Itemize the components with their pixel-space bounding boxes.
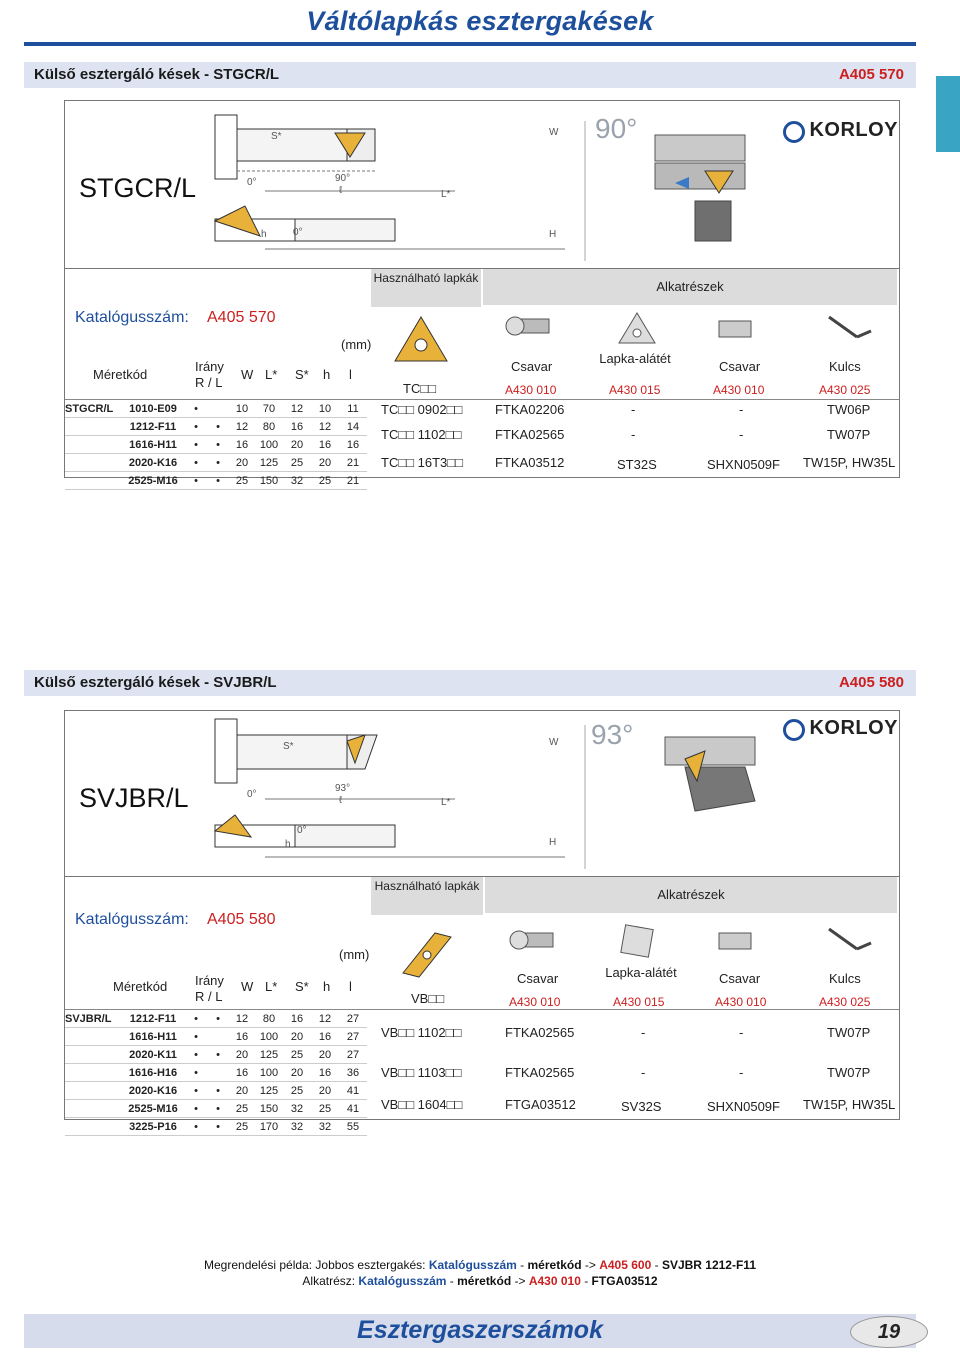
note-text: - xyxy=(516,1258,528,1272)
cell-code: 2525-M16 xyxy=(128,474,178,487)
note-text: - xyxy=(651,1258,662,1272)
cell-ll: 14 xyxy=(346,420,360,433)
col-ll: l xyxy=(349,367,352,382)
insert-vb-icon xyxy=(395,929,459,979)
cell-group xyxy=(65,1118,121,1136)
note-text: -> xyxy=(581,1258,600,1272)
dimension-table xyxy=(65,400,367,490)
cell-h: 16 xyxy=(318,438,332,451)
key-value: TW07P xyxy=(827,1025,871,1040)
col-screw: Csavar xyxy=(517,971,559,986)
shim-value: ST32S xyxy=(617,457,657,472)
insert-row: VB□□ 1604□□ xyxy=(381,1097,463,1112)
cell-W: 16 xyxy=(235,438,249,451)
cell-r: • xyxy=(194,420,198,433)
insert-row: TC□□ 0902□□ xyxy=(381,402,463,417)
cell-group xyxy=(65,1100,121,1118)
col-l: L* xyxy=(265,979,278,994)
key-value: TW06P xyxy=(827,402,871,417)
note-text: A430 010 xyxy=(528,1274,581,1288)
cell-ll: 11 xyxy=(347,402,359,415)
cell-ll: 27 xyxy=(346,1048,360,1061)
cell-code: 2020-K16 xyxy=(128,1084,178,1097)
dim-H: H xyxy=(549,229,557,240)
dim-angle: 90° xyxy=(335,173,351,184)
key-icon xyxy=(825,921,875,957)
cell-ll: 16 xyxy=(346,438,360,451)
cell-h: 16 xyxy=(318,1030,332,1043)
cell-W: 16 xyxy=(235,1066,249,1079)
parts-header: Alkatrészek xyxy=(483,269,897,305)
cell-r: • xyxy=(194,456,198,469)
cell-code: 1616-H16 xyxy=(128,1066,178,1079)
col-shim: Lapka-alátét xyxy=(599,351,671,366)
dim-h: h xyxy=(285,839,291,850)
note-text: méretkód xyxy=(457,1274,512,1288)
cell-h: 32 xyxy=(318,1120,332,1133)
cell-group xyxy=(65,1046,121,1064)
insert-row: TC□□ 16T3□□ xyxy=(381,455,463,470)
col-screw: Csavar xyxy=(511,359,553,374)
cell-l xyxy=(207,1064,229,1082)
unit-label: (mm) xyxy=(339,947,370,962)
cell-l: • xyxy=(216,438,220,451)
angle-value: 93 xyxy=(591,719,623,750)
table-row xyxy=(65,436,367,454)
dim-ell: ℓ xyxy=(339,185,343,196)
cell-L: 125 xyxy=(259,1048,279,1061)
screw-value: FTKA03512 xyxy=(495,455,565,470)
cell-code: 1212-F11 xyxy=(129,420,177,433)
cell-r: • xyxy=(194,1084,198,1097)
cell-code: 1010-E09 xyxy=(129,402,177,415)
logo-mark-icon xyxy=(783,719,805,741)
dim-h: h xyxy=(261,229,267,240)
cell-ll: 41 xyxy=(346,1084,360,1097)
col-rl: R / L xyxy=(195,989,223,1004)
note-text: A405 600 xyxy=(599,1258,652,1272)
table-row xyxy=(65,1082,367,1100)
col-dir: Irány xyxy=(195,359,224,374)
cell-L: 170 xyxy=(259,1120,279,1133)
col-code: Méretkód xyxy=(93,367,148,382)
angle-badge: 93° xyxy=(591,719,634,750)
cell-code: 1616-H11 xyxy=(129,438,177,451)
cell-W: 25 xyxy=(235,1120,249,1133)
footer-title: Esztergaszerszámok xyxy=(357,1316,603,1344)
section-bar-svjbr xyxy=(24,670,916,696)
cell-S: 20 xyxy=(290,1030,304,1043)
cell-ll: 55 xyxy=(346,1120,360,1133)
section-title: Külső esztergáló kések - SVJBR/L xyxy=(34,674,277,691)
korloy-logo xyxy=(783,717,898,741)
cell-h: 10 xyxy=(318,402,332,415)
logo-text: KORLOY xyxy=(809,119,899,141)
angle-value: 90 xyxy=(595,113,627,144)
cell-ll: 27 xyxy=(346,1012,360,1025)
col-shim-screw: Csavar xyxy=(719,971,761,986)
table-row xyxy=(65,1046,367,1064)
cell-W: 20 xyxy=(235,1084,249,1097)
cell-S: 32 xyxy=(290,474,304,487)
angle-badge: 90° xyxy=(595,113,638,144)
screw-icon xyxy=(509,923,559,957)
screw-value: FTKA02565 xyxy=(505,1065,575,1080)
cell-L: 100 xyxy=(259,438,279,451)
side-tab xyxy=(936,76,960,152)
cell-h: 25 xyxy=(318,1102,332,1115)
cell-code: 2020-K11 xyxy=(129,1048,177,1061)
inserts-header: Használható lapkák xyxy=(371,269,481,307)
cell-code: 1212-F11 xyxy=(129,1012,177,1025)
dim-ell: ℓ xyxy=(339,795,343,806)
section-bar-stgcr xyxy=(24,62,916,88)
col-dir: Irány xyxy=(195,973,224,988)
cell-r: • xyxy=(194,402,198,415)
dim-zero-2: 0° xyxy=(293,227,303,238)
cell-l: • xyxy=(216,1012,220,1025)
tool-name: STGCR/L xyxy=(79,173,197,203)
cell-l: • xyxy=(216,1084,220,1097)
dim-zero: 0° xyxy=(247,789,257,800)
cell-L: 80 xyxy=(262,420,276,433)
cell-group: STGCR/L xyxy=(65,402,114,415)
dim-w: W xyxy=(549,737,559,748)
key-value: TW15P, HW35L xyxy=(803,1097,896,1112)
table-row xyxy=(65,1100,367,1118)
cell-W: 12 xyxy=(235,420,249,433)
key-value: TW07P xyxy=(827,1065,871,1080)
part-screw-no: A430 010 xyxy=(509,995,561,1009)
note-text: Megrendelési példa: Jobbos esztergakés: xyxy=(204,1258,429,1272)
shim-value: SV32S xyxy=(621,1099,662,1114)
cell-S: 32 xyxy=(290,1120,304,1133)
cell-l: • xyxy=(216,420,220,433)
cell-r: • xyxy=(194,1102,198,1115)
part-shim-screw-no: A430 010 xyxy=(713,383,765,397)
cell-S: 25 xyxy=(290,456,304,469)
cell-ll: 21 xyxy=(346,474,360,487)
shim-screw-value: - xyxy=(739,402,744,417)
table-row xyxy=(65,1028,367,1046)
dim-zero: 0° xyxy=(247,177,257,188)
cell-l: • xyxy=(216,456,220,469)
shim-icon xyxy=(617,921,657,959)
table-row xyxy=(65,1064,367,1082)
dim-w: W xyxy=(549,127,559,138)
shim-screw-icon xyxy=(715,923,755,957)
cell-W: 10 xyxy=(235,402,249,415)
shim-screw-icon xyxy=(715,311,755,345)
inserts-header: Használható lapkák xyxy=(371,877,483,915)
table-row xyxy=(65,472,367,490)
screw-icon xyxy=(505,309,555,343)
cell-W: 20 xyxy=(235,456,249,469)
cell-L: 100 xyxy=(259,1030,279,1043)
cell-ll: 21 xyxy=(346,456,360,469)
shim-screw-value: - xyxy=(739,1065,744,1080)
cell-r: • xyxy=(194,1120,198,1133)
part-key-no: A430 025 xyxy=(819,995,871,1009)
insert-family: TC□□ xyxy=(403,381,437,396)
shim-screw-value: SHXN0509F xyxy=(707,1099,780,1114)
cell-S: 20 xyxy=(290,438,304,451)
cell-group: SVJBR/L xyxy=(65,1012,112,1025)
cell-r: • xyxy=(194,1030,198,1043)
note-text: -> xyxy=(511,1274,529,1288)
section-code: A405 580 xyxy=(838,674,904,691)
dim-angle: 93° xyxy=(335,783,351,794)
col-rl: R / L xyxy=(195,375,223,390)
cell-W: 25 xyxy=(235,1102,249,1115)
order-example xyxy=(0,1258,960,1272)
dim-s: S* xyxy=(283,741,294,752)
cell-code: 2020-K16 xyxy=(128,456,178,469)
insert-row: VB□□ 1102□□ xyxy=(381,1025,462,1040)
col-code: Méretkód xyxy=(113,979,168,994)
part-shim-no: A430 015 xyxy=(609,383,661,397)
insert-row: TC□□ 1102□□ xyxy=(381,427,462,442)
shim-screw-value: - xyxy=(739,427,744,442)
dim-H: H xyxy=(549,837,557,848)
cell-h: 12 xyxy=(318,420,332,433)
cell-W: 20 xyxy=(235,1048,249,1061)
note-text: - xyxy=(446,1274,458,1288)
key-value: TW15P, HW35L xyxy=(803,455,896,470)
cell-h: 16 xyxy=(318,1066,332,1079)
note-text: - xyxy=(580,1274,592,1288)
cell-group xyxy=(65,472,121,490)
shim-value: - xyxy=(631,402,636,417)
page-number: 19 xyxy=(850,1316,928,1348)
cell-group xyxy=(65,454,121,472)
spec-panel-stgcr xyxy=(64,268,900,487)
part-shim-screw-no: A430 010 xyxy=(715,995,767,1009)
part-key-no: A430 025 xyxy=(819,383,871,397)
key-icon xyxy=(825,309,875,345)
parts-header: Alkatrészek xyxy=(485,877,897,913)
col-l: L* xyxy=(265,367,278,382)
note-text: méretkód xyxy=(527,1258,582,1272)
section-title: Külső esztergáló kések - STGCR/L xyxy=(34,66,280,83)
cell-l xyxy=(207,1028,229,1046)
cell-h: 12 xyxy=(318,1012,332,1025)
cell-l: • xyxy=(216,1120,220,1133)
cell-r: • xyxy=(194,1048,198,1061)
cell-S: 32 xyxy=(290,1102,304,1115)
cell-S: 12 xyxy=(290,402,304,415)
cell-code: 1616-H11 xyxy=(129,1030,177,1043)
note-text: Katalógusszám xyxy=(428,1258,517,1272)
key-value: TW07P xyxy=(827,427,871,442)
col-w: W xyxy=(241,979,254,994)
insert-tc-icon xyxy=(391,313,451,367)
col-s: S* xyxy=(295,367,309,382)
dim-zero-2: 0° xyxy=(297,825,307,836)
title-rule xyxy=(24,42,916,46)
cell-l: • xyxy=(216,1048,220,1061)
dimension-table xyxy=(65,1010,367,1136)
cell-group xyxy=(65,1082,121,1100)
korloy-logo xyxy=(783,119,898,143)
cell-l: • xyxy=(216,474,220,487)
cell-W: 12 xyxy=(235,1012,249,1025)
table-row xyxy=(65,1118,367,1136)
part-screw-no: A430 010 xyxy=(505,383,557,397)
tool-drawing-svjbr xyxy=(64,710,900,878)
dim-l: L* xyxy=(441,189,451,200)
cell-L: 100 xyxy=(259,1066,279,1079)
screw-value: FTKA02206 xyxy=(495,402,565,417)
cell-h: 20 xyxy=(318,1048,332,1061)
section-code: A405 570 xyxy=(838,66,904,83)
cell-r: • xyxy=(194,474,198,487)
col-key: Kulcs xyxy=(829,971,861,986)
cell-code: 2525-M16 xyxy=(128,1102,178,1115)
cell-ll: 36 xyxy=(346,1066,360,1079)
cell-h: 20 xyxy=(318,456,332,469)
cell-code: 3225-P16 xyxy=(129,1120,177,1133)
cell-group xyxy=(65,436,121,454)
dim-l: L* xyxy=(441,797,451,808)
cell-S: 16 xyxy=(290,420,304,433)
cell-L: 150 xyxy=(259,474,279,487)
logo-text: KORLOY xyxy=(809,717,899,739)
catalog-number: A405 580 xyxy=(207,911,276,928)
cell-S: 16 xyxy=(290,1012,304,1025)
catalog-label: Katalógusszám: xyxy=(75,309,189,326)
cell-group xyxy=(65,1064,121,1082)
cell-l xyxy=(207,400,229,418)
spec-panel-svjbr xyxy=(64,876,900,1133)
note-text: FTGA03512 xyxy=(591,1274,658,1288)
shim-value: - xyxy=(641,1065,646,1080)
shim-screw-value: - xyxy=(739,1025,744,1040)
screw-value: FTGA03512 xyxy=(505,1097,576,1112)
cell-L: 125 xyxy=(259,456,279,469)
part-shim-no: A430 015 xyxy=(613,995,665,1009)
cell-W: 25 xyxy=(235,474,249,487)
table-row xyxy=(65,418,367,436)
cell-L: 125 xyxy=(259,1084,279,1097)
col-h: h xyxy=(323,979,331,994)
shim-screw-value: SHXN0509F xyxy=(707,457,780,472)
screw-value: FTKA02565 xyxy=(505,1025,575,1040)
note-text: Alkatrész: xyxy=(302,1274,359,1288)
dim-s: S* xyxy=(271,131,282,142)
insert-family: VB□□ xyxy=(411,991,445,1006)
cell-L: 70 xyxy=(262,402,276,415)
shim-value: - xyxy=(641,1025,646,1040)
catalog-label: Katalógusszám: xyxy=(75,911,189,928)
insert-row: VB□□ 1103□□ xyxy=(381,1065,462,1080)
col-h: h xyxy=(323,367,331,382)
cell-W: 16 xyxy=(235,1030,249,1043)
note-text: Katalógusszám xyxy=(358,1274,447,1288)
shim-value: - xyxy=(631,427,636,442)
cell-S: 25 xyxy=(290,1084,304,1097)
col-s: S* xyxy=(295,979,309,994)
cell-h: 25 xyxy=(318,474,332,487)
part-example xyxy=(0,1274,960,1288)
cell-S: 20 xyxy=(290,1066,304,1079)
cell-ll: 41 xyxy=(346,1102,360,1115)
unit-label: (mm) xyxy=(341,337,372,352)
logo-mark-icon xyxy=(783,121,805,143)
page-title: Váltólapkás esztergakések xyxy=(306,6,654,36)
cell-group xyxy=(65,418,121,436)
col-shim: Lapka-alátét xyxy=(605,965,677,980)
catalog-number: A405 570 xyxy=(207,309,276,326)
col-shim-screw: Csavar xyxy=(719,359,761,374)
cell-h: 20 xyxy=(318,1084,332,1097)
cell-L: 80 xyxy=(262,1012,276,1025)
cell-l: • xyxy=(216,1102,220,1115)
table-row xyxy=(65,400,367,418)
screw-value: FTKA02565 xyxy=(495,427,565,442)
table-row xyxy=(65,1010,367,1028)
col-ll: l xyxy=(349,979,352,994)
cell-r: • xyxy=(194,438,198,451)
col-key: Kulcs xyxy=(829,359,861,374)
shim-icon xyxy=(617,309,657,347)
cell-group xyxy=(65,1028,121,1046)
cell-L: 150 xyxy=(259,1102,279,1115)
cell-ll: 27 xyxy=(346,1030,360,1043)
cell-S: 25 xyxy=(290,1048,304,1061)
tool-drawing-stgcr xyxy=(64,100,900,270)
col-w: W xyxy=(241,367,254,382)
tool-name: SVJBR/L xyxy=(79,783,189,813)
table-row xyxy=(65,454,367,472)
cell-r: • xyxy=(194,1066,198,1079)
tool-drawing-svg xyxy=(65,711,899,877)
note-text: SVJBR 1212-F11 xyxy=(661,1258,756,1272)
cell-r: • xyxy=(194,1012,198,1025)
